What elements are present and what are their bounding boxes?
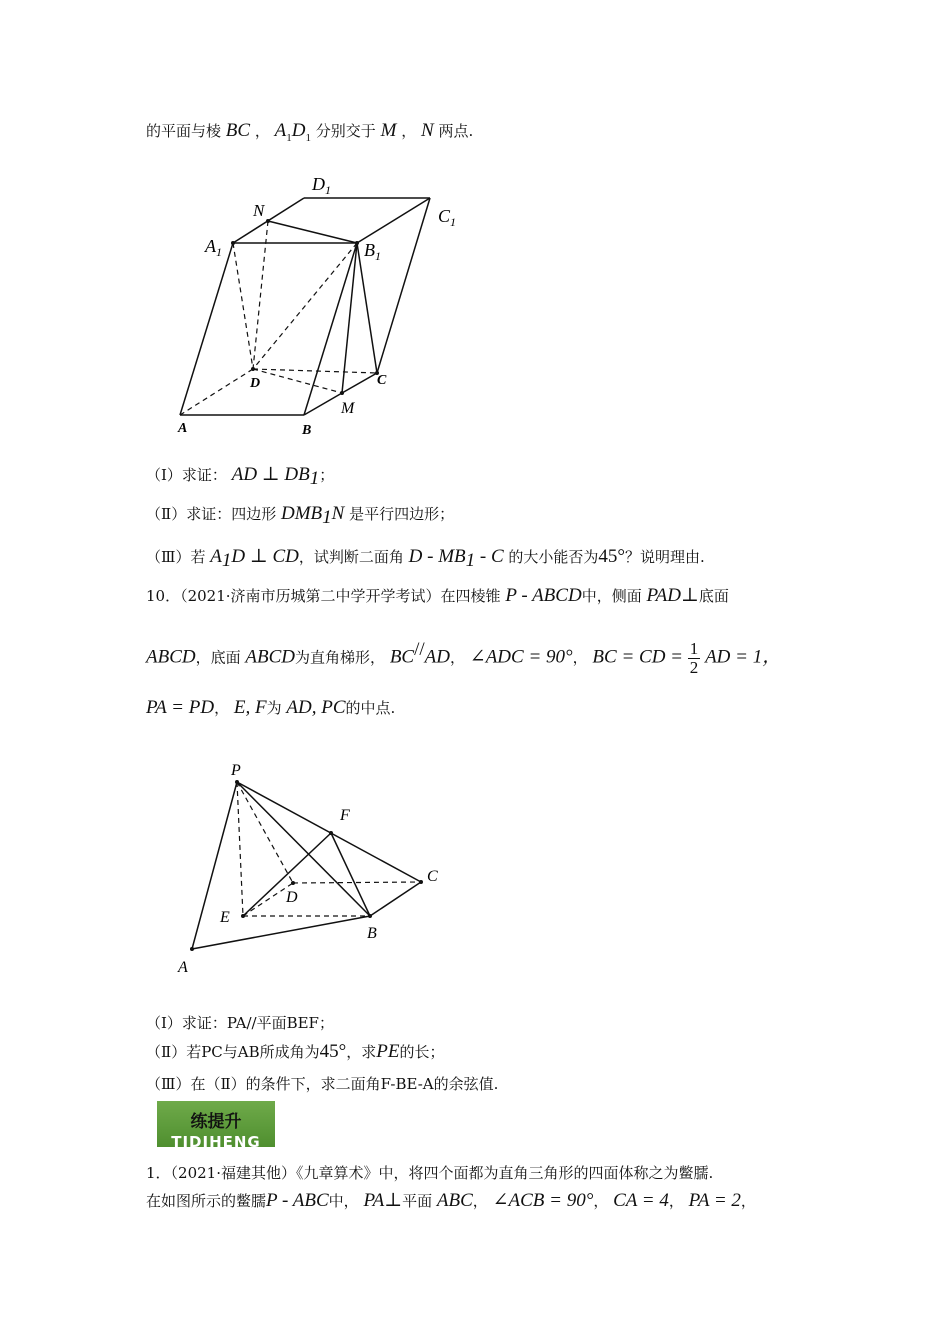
label-a: A: [178, 959, 188, 976]
label-c: C: [377, 373, 387, 388]
figure-parallelepiped: [0, 0, 950, 460]
edge-aa1: [180, 243, 233, 415]
banner-subtitle: TIDIHENG: [171, 1133, 261, 1147]
label-a: A: [178, 421, 188, 436]
dashed-ad: [180, 369, 253, 415]
label-d1: $D_1$: [312, 174, 331, 197]
q10-part-i: （Ⅰ）求证：PA//平面BEF；: [146, 1014, 334, 1032]
edge-bc: [370, 882, 421, 916]
q10-line-2: ABCD，底面 ABCD为直角梯形， BC//AD， ∠ADC = 90°， BC = CD = $\frac{1}{2}$ AD = 1，: [146, 638, 782, 677]
dashed-pe: [237, 782, 243, 916]
edge-mc: [342, 373, 377, 393]
dashed-dc: [293, 882, 421, 883]
edge-b1c: [357, 243, 377, 373]
edge-fb: [331, 833, 370, 916]
label-c1: $C_1$: [438, 206, 457, 229]
dashed-b1d: [253, 243, 357, 369]
math-bc: BC: [225, 120, 251, 141]
label-b: B: [302, 423, 312, 438]
q9-part-iii: （Ⅲ）若 $A_1D$ ⊥ CD，试判断二面角 D - $MB_1$ - C 的大小能否为45°？说明理由.: [146, 546, 705, 571]
math-a1d1: $A_1D_1$: [274, 120, 311, 144]
label-c: C: [427, 868, 438, 885]
dashed-dm: [253, 369, 342, 393]
banner-title: 练提升: [190, 1112, 242, 1132]
q10-line-3: PA = PD， E, F为 AD, PC的中点.: [146, 697, 396, 718]
q10-line-1: 10．（2021·济南市历城第二中学开学考试）在四棱锥 P - ABCD中，侧面 PAD⊥底面: [146, 585, 729, 606]
intro-line: 的平面与棱 BC ， $A_1D_1$ 分别交于 M ， N 两点.: [146, 120, 474, 144]
dashed-a1d: [233, 243, 253, 369]
edge-ab: [192, 916, 370, 949]
edge-n-b1: [268, 221, 357, 243]
q1-line-2: 在如图所示的鳖臑P - ABC中， PA⊥平面 ABC， ∠ACB = 90°， CA = 4， PA = 2，: [146, 1190, 756, 1211]
label-d: D: [250, 376, 261, 391]
q9-part-ii: （Ⅱ）求证：四边形 $DMB_1N$ 是平行四边形；: [146, 503, 455, 528]
math-n: N: [420, 120, 434, 141]
label-d: D: [286, 889, 298, 906]
label-f: F: [340, 807, 350, 824]
label-b1: $B_1$: [364, 240, 381, 263]
edge-pb: [237, 782, 370, 916]
math-m: M: [380, 120, 397, 141]
label-n: N: [253, 201, 265, 220]
practice-banner: [157, 1101, 275, 1147]
dashed-dc: [253, 369, 377, 373]
edge-pa: [192, 782, 237, 949]
q10-part-iii: （Ⅲ）在（Ⅱ）的条件下，求二面角F-BE-A的余弦值.: [146, 1075, 499, 1093]
figure-pyramid: [0, 740, 950, 990]
label-p: P: [231, 762, 241, 779]
label-b: B: [367, 925, 377, 942]
label-e: E: [220, 909, 230, 926]
fraction-one-half: $\frac{1}{2}$: [689, 639, 699, 677]
edge-cc1: [377, 198, 430, 373]
q10-part-ii: （Ⅱ）若PC与AB所成角为45°，求PE的长；: [146, 1041, 445, 1062]
q1-line-1: 1．（2021·福建其他）《九章算术》中，将四个面都为直角三角形的四面体称之为鳖臑.: [146, 1164, 714, 1182]
label-m: M: [341, 400, 355, 417]
label-a1: $A_1$: [205, 236, 222, 259]
q9-part-i: （Ⅰ）求证： AD ⊥ $DB_1$；: [146, 464, 335, 489]
